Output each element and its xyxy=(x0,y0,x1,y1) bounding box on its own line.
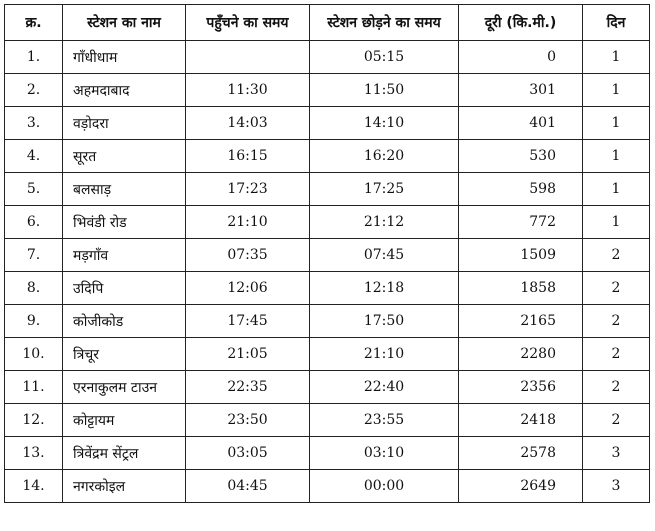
day-cell: 1 xyxy=(583,74,650,107)
arrival-time-cell: 11:30 xyxy=(186,74,310,107)
header-serial-number: क्र. xyxy=(5,5,63,41)
distance-cell: 0 xyxy=(459,41,583,74)
station-name-cell: वड़ोदरा xyxy=(63,107,186,140)
distance-cell: 530 xyxy=(459,140,583,173)
train-timetable xyxy=(4,4,650,503)
day-cell: 1 xyxy=(583,173,650,206)
day-cell: 2 xyxy=(583,239,650,272)
departure-time-cell: 17:50 xyxy=(310,305,459,338)
arrival-time-cell: 14:03 xyxy=(186,107,310,140)
arrival-time-cell: 07:35 xyxy=(186,239,310,272)
distance-cell: 401 xyxy=(459,107,583,140)
header-row xyxy=(5,5,650,41)
table-row xyxy=(5,305,650,338)
departure-time-cell: 16:20 xyxy=(310,140,459,173)
arrival-time-cell: 23:50 xyxy=(186,404,310,437)
departure-time-cell: 05:15 xyxy=(310,41,459,74)
station-name-cell: सूरत xyxy=(63,140,186,173)
table-row xyxy=(5,206,650,239)
day-cell: 1 xyxy=(583,206,650,239)
station-name-cell: एरनाकुलम टाउन xyxy=(63,371,186,404)
serial-number-cell: 8. xyxy=(5,272,63,305)
day-cell: 2 xyxy=(583,338,650,371)
distance-cell: 2165 xyxy=(459,305,583,338)
departure-time-cell: 21:10 xyxy=(310,338,459,371)
serial-number-cell: 10. xyxy=(5,338,63,371)
header-station-name: स्टेशन का नाम xyxy=(63,5,186,41)
day-cell: 2 xyxy=(583,305,650,338)
serial-number-cell: 1. xyxy=(5,41,63,74)
distance-cell: 772 xyxy=(459,206,583,239)
day-cell: 3 xyxy=(583,437,650,470)
station-name-cell: त्रिचूर xyxy=(63,338,186,371)
table-row xyxy=(5,239,650,272)
arrival-time-cell: 04:45 xyxy=(186,470,310,503)
departure-time-cell: 23:55 xyxy=(310,404,459,437)
day-cell: 1 xyxy=(583,107,650,140)
distance-cell: 2649 xyxy=(459,470,583,503)
departure-time-cell: 07:45 xyxy=(310,239,459,272)
station-name-cell: बलसाड़ xyxy=(63,173,186,206)
table-row xyxy=(5,437,650,470)
station-name-cell: कोट्टायम xyxy=(63,404,186,437)
distance-cell: 2356 xyxy=(459,371,583,404)
serial-number-cell: 9. xyxy=(5,305,63,338)
distance-cell: 1858 xyxy=(459,272,583,305)
station-name-cell: भिवंडी रोड xyxy=(63,206,186,239)
header-day: दिन xyxy=(583,5,650,41)
arrival-time-cell: 21:10 xyxy=(186,206,310,239)
day-cell: 3 xyxy=(583,470,650,503)
station-name-cell: उदिपि xyxy=(63,272,186,305)
table-row xyxy=(5,140,650,173)
table-row xyxy=(5,404,650,437)
day-cell: 2 xyxy=(583,272,650,305)
table-row xyxy=(5,107,650,140)
serial-number-cell: 5. xyxy=(5,173,63,206)
departure-time-cell: 21:12 xyxy=(310,206,459,239)
departure-time-cell: 14:10 xyxy=(310,107,459,140)
serial-number-cell: 2. xyxy=(5,74,63,107)
arrival-time-cell: 12:06 xyxy=(186,272,310,305)
table-header xyxy=(5,5,650,41)
station-name-cell: नगरकोइल xyxy=(63,470,186,503)
header-distance: दूरी (कि.मी.) xyxy=(459,5,583,41)
station-name-cell: गाँधीधाम xyxy=(63,41,186,74)
table-row xyxy=(5,74,650,107)
arrival-time-cell: 22:35 xyxy=(186,371,310,404)
departure-time-cell: 00:00 xyxy=(310,470,459,503)
table-row xyxy=(5,173,650,206)
station-name-cell: मड़गाँव xyxy=(63,239,186,272)
header-arrival-time: पहुँचने का समय xyxy=(186,5,310,41)
serial-number-cell: 12. xyxy=(5,404,63,437)
station-name-cell: अहमदाबाद xyxy=(63,74,186,107)
serial-number-cell: 6. xyxy=(5,206,63,239)
arrival-time-cell: 16:15 xyxy=(186,140,310,173)
serial-number-cell: 11. xyxy=(5,371,63,404)
day-cell: 1 xyxy=(583,41,650,74)
arrival-time-cell: 17:23 xyxy=(186,173,310,206)
departure-time-cell: 11:50 xyxy=(310,74,459,107)
serial-number-cell: 3. xyxy=(5,107,63,140)
arrival-time-cell: 21:05 xyxy=(186,338,310,371)
table-row xyxy=(5,41,650,74)
arrival-time-cell: 17:45 xyxy=(186,305,310,338)
arrival-time-cell xyxy=(186,41,310,74)
header-departure-time: स्टेशन छोड़ने का समय xyxy=(310,5,459,41)
serial-number-cell: 4. xyxy=(5,140,63,173)
departure-time-cell: 03:10 xyxy=(310,437,459,470)
day-cell: 2 xyxy=(583,371,650,404)
day-cell: 1 xyxy=(583,140,650,173)
serial-number-cell: 13. xyxy=(5,437,63,470)
departure-time-cell: 22:40 xyxy=(310,371,459,404)
table-row xyxy=(5,470,650,503)
table-row xyxy=(5,371,650,404)
station-name-cell: त्रिवेंद्रम सेंट्रल xyxy=(63,437,186,470)
distance-cell: 1509 xyxy=(459,239,583,272)
distance-cell: 301 xyxy=(459,74,583,107)
departure-time-cell: 17:25 xyxy=(310,173,459,206)
departure-time-cell: 12:18 xyxy=(310,272,459,305)
distance-cell: 2418 xyxy=(459,404,583,437)
day-cell: 2 xyxy=(583,404,650,437)
serial-number-cell: 7. xyxy=(5,239,63,272)
distance-cell: 598 xyxy=(459,173,583,206)
table-body xyxy=(5,41,650,503)
serial-number-cell: 14. xyxy=(5,470,63,503)
distance-cell: 2280 xyxy=(459,338,583,371)
station-name-cell: कोजीकोड xyxy=(63,305,186,338)
table-row xyxy=(5,272,650,305)
distance-cell: 2578 xyxy=(459,437,583,470)
table-row xyxy=(5,338,650,371)
arrival-time-cell: 03:05 xyxy=(186,437,310,470)
